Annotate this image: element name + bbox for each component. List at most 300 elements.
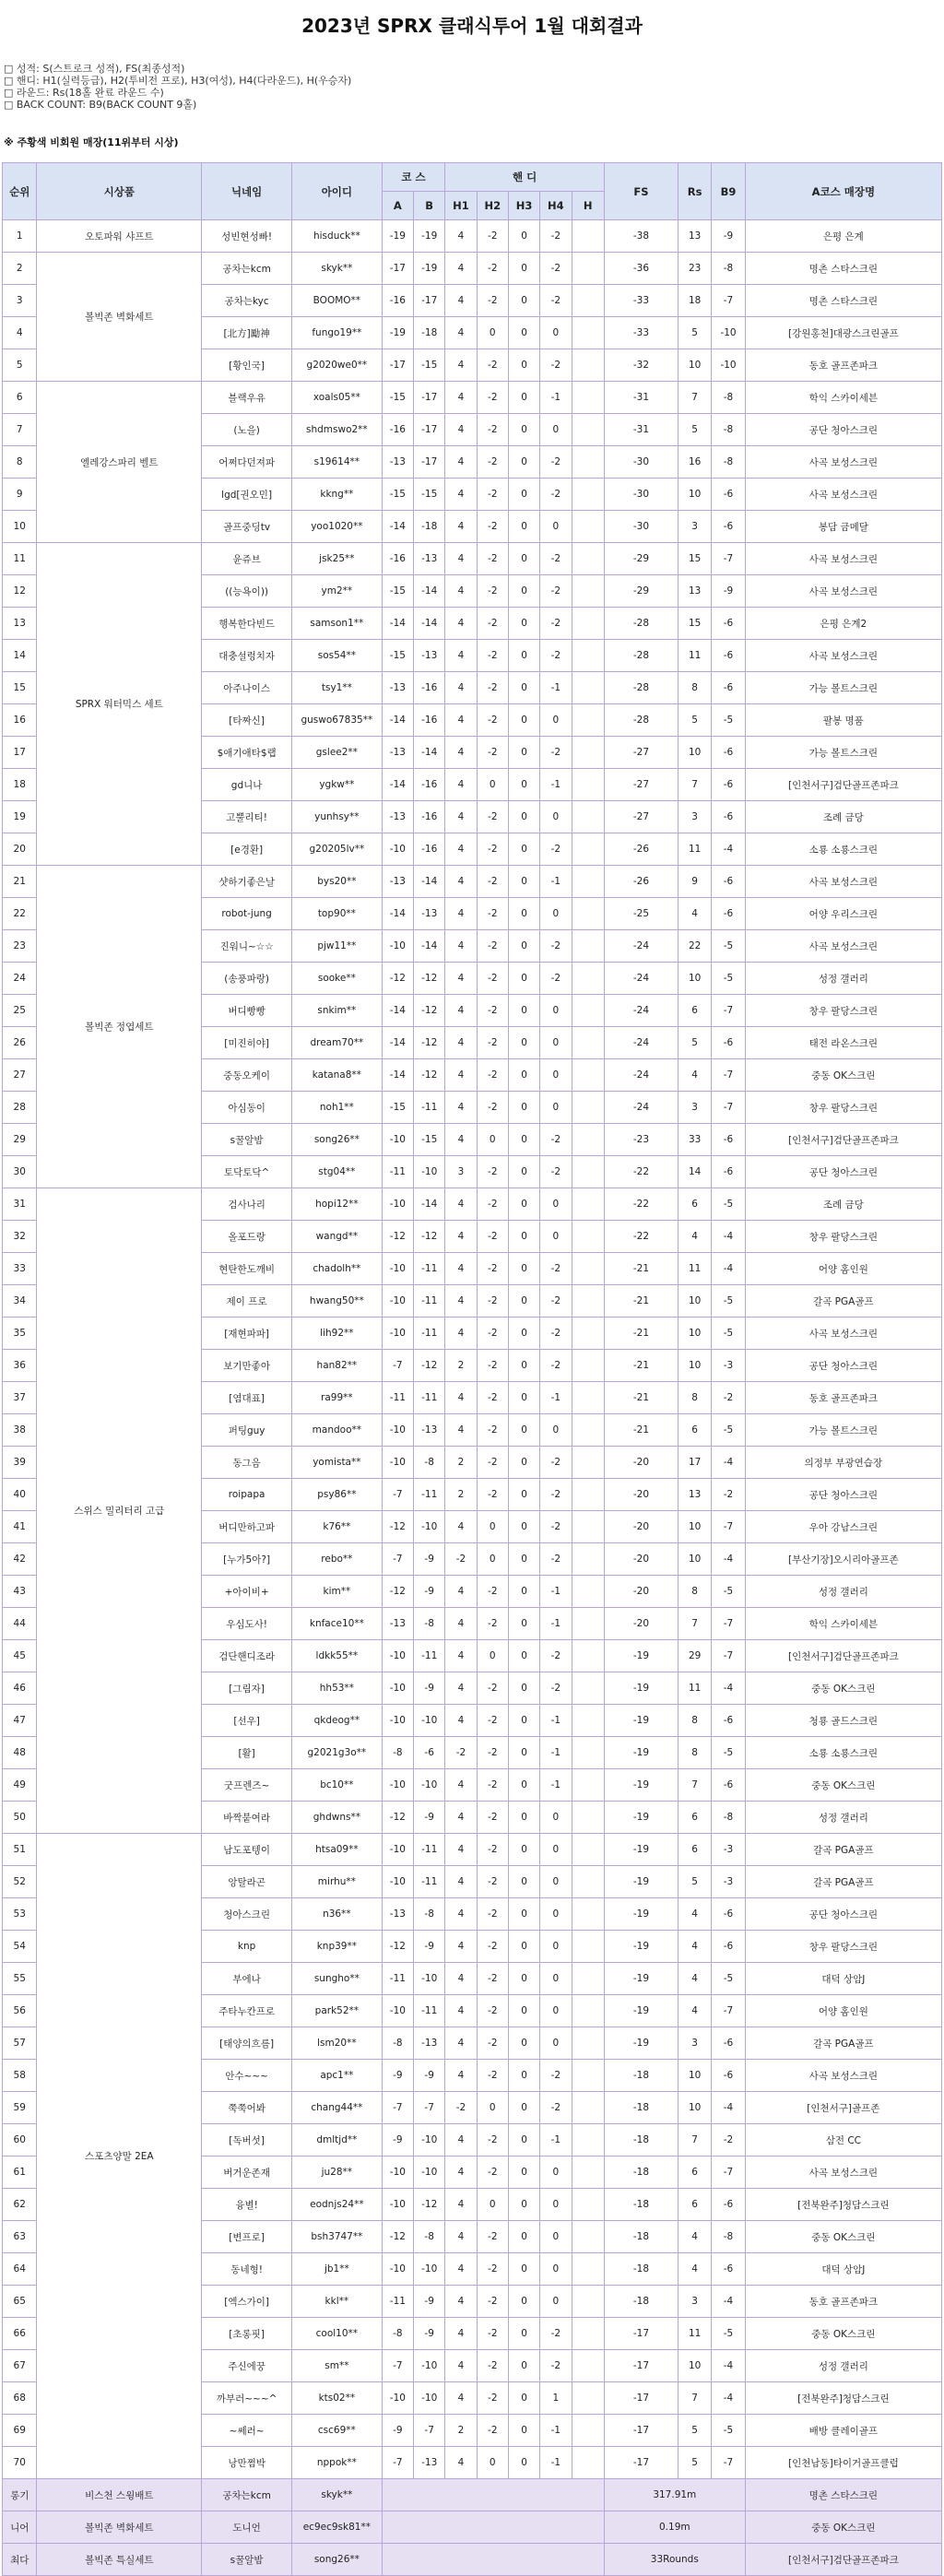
a-score-cell: -10 [382,1188,413,1221]
rs-cell: 10 [678,1318,711,1350]
id-cell: song26** [291,1124,382,1156]
nickname-cell: [타짜신] [202,704,292,737]
h1-cell: 4 [445,1866,477,1898]
fs-cell: -27 [604,737,678,769]
special-awards [3,2479,942,2576]
rs-cell: 10 [678,2060,711,2092]
h2-cell: -2 [477,640,508,672]
h4-cell: 0 [540,1059,572,1092]
fs-cell: -21 [604,1414,678,1447]
a-score-cell: -14 [382,995,413,1027]
rs-cell: 8 [678,1737,711,1769]
nickname-cell: 바짝붙여라 [202,1802,292,1834]
table-row [3,253,942,285]
nickname-cell: [엑스가이] [202,2286,292,2318]
header-handi: 핸 디 [445,163,605,192]
h-cell [572,1124,604,1156]
b9-cell: -8 [712,414,745,446]
h3-cell: 0 [508,1640,539,1672]
h1-cell: -2 [445,1737,477,1769]
h3-cell: 0 [508,898,539,930]
fs-cell: -28 [604,640,678,672]
fs-cell: -20 [604,1576,678,1608]
nickname-cell: 어쩌다던져파 [202,446,292,479]
h1-cell: 4 [445,2189,477,2221]
store-cell: 중동 OK스크린 [745,2221,941,2253]
fs-cell: -19 [604,1705,678,1737]
rank-cell: 4 [3,317,37,349]
a-score-cell: -9 [382,2060,413,2092]
rs-cell: 4 [678,2253,711,2286]
id-cell: knface10** [291,1608,382,1640]
h2-cell: 0 [477,2092,508,2124]
nickname-cell: 진워니~☆☆ [202,930,292,963]
a-score-cell: -14 [382,704,413,737]
h4-cell: -2 [540,349,572,382]
h-cell [572,414,604,446]
rank-cell: 17 [3,737,37,769]
rank-cell: 34 [3,1285,37,1318]
rs-cell: 10 [678,1543,711,1576]
rank-cell: 65 [3,2286,37,2318]
b-score-cell: -15 [414,349,445,382]
a-score-cell: -10 [382,2253,413,2286]
fs-cell: -17 [604,2318,678,2350]
store-cell: [전북완주]청담스크린 [745,2382,941,2415]
fs-cell: -29 [604,575,678,608]
special-id-cell: ec9ec9sk81** [291,2511,382,2544]
h1-cell: 4 [445,2157,477,2189]
b9-cell: -7 [712,285,745,317]
fs-cell: -22 [604,1156,678,1188]
h4-cell: -1 [540,1576,572,1608]
a-score-cell: -17 [382,349,413,382]
id-cell: hisduck** [291,220,382,253]
h4-cell: 0 [540,1188,572,1221]
store-cell: 조례 금당 [745,1188,941,1221]
h3-cell: 0 [508,2350,539,2382]
h4-cell: -2 [540,1285,572,1318]
fs-cell: -28 [604,608,678,640]
h4-cell: 0 [540,2189,572,2221]
nickname-cell: 앙탈라곤 [202,1866,292,1898]
store-cell: 성정 갤러리 [745,963,941,995]
nickname-cell: 버거운존재 [202,2157,292,2189]
a-score-cell: -10 [382,2189,413,2221]
b-score-cell: -17 [414,446,445,479]
a-score-cell: -13 [382,1608,413,1640]
nickname-cell: [누가5아?] [202,1543,292,1576]
store-cell: 공단 청아스크린 [745,1898,941,1931]
a-score-cell: -14 [382,769,413,801]
h1-cell: 4 [445,1221,477,1253]
h-cell [572,672,604,704]
h-cell [572,543,604,575]
header-course: 코 스 [382,163,445,192]
h-cell [572,995,604,1027]
fs-cell: -19 [604,1995,678,2027]
a-score-cell: -16 [382,414,413,446]
h-cell [572,1672,604,1705]
h2-cell: 0 [477,1543,508,1576]
b-score-cell: -19 [414,220,445,253]
rs-cell: 3 [678,2027,711,2060]
a-score-cell: -10 [382,1285,413,1318]
b-score-cell: -9 [414,1543,445,1576]
rank-cell: 33 [3,1253,37,1285]
b9-cell: -6 [712,1705,745,1737]
rank-cell: 58 [3,2060,37,2092]
header-fs: FS [604,163,678,220]
page-title: 2023년 SPRX 클래식투어 1월 대회결과 [301,15,643,37]
h3-cell: 0 [508,2124,539,2157]
rs-cell: 23 [678,253,711,285]
rs-cell: 10 [678,1511,711,1543]
a-score-cell: -13 [382,737,413,769]
h1-cell: 4 [445,575,477,608]
store-cell: 성정 갤러리 [745,1576,941,1608]
id-cell: csc69** [291,2415,382,2447]
h2-cell: -2 [477,575,508,608]
nickname-cell: 공차는kcm [202,253,292,285]
rank-cell: 63 [3,2221,37,2253]
h-cell [572,640,604,672]
rank-cell: 49 [3,1769,37,1802]
nickname-cell: 굿프렌즈~ [202,1769,292,1802]
rank-cell: 64 [3,2253,37,2286]
b9-cell: -8 [712,446,745,479]
h1-cell: 4 [445,769,477,801]
h4-cell: -2 [540,220,572,253]
b9-cell: -5 [712,2318,745,2350]
store-cell: 중동 OK스크린 [745,2318,941,2350]
nickname-cell: 골프중딩tv [202,511,292,543]
h1-cell: 4 [445,2447,477,2479]
h3-cell: 0 [508,930,539,963]
store-cell: 성정 갤러리 [745,2350,941,2382]
h2-cell: -2 [477,2221,508,2253]
h-cell [572,898,604,930]
store-cell: 창우 팔당스크린 [745,1931,941,1963]
h-cell [572,769,604,801]
h1-cell: 4 [445,2060,477,2092]
rs-cell: 6 [678,1834,711,1866]
rs-cell: 17 [678,1447,711,1479]
id-cell: katana8** [291,1059,382,1092]
h3-cell: 0 [508,608,539,640]
h2-cell: -2 [477,1802,508,1834]
id-cell: dream70** [291,1027,382,1059]
table-row [3,220,942,253]
h2-cell: -2 [477,414,508,446]
special-prize-cell: 비스천 스윙배트 [37,2479,202,2511]
fs-cell: -20 [604,1447,678,1479]
b-score-cell: -10 [414,1511,445,1543]
a-score-cell: -10 [382,1672,413,1705]
b-score-cell: -12 [414,1059,445,1092]
b9-cell: -2 [712,1479,745,1511]
rank-cell: 51 [3,1834,37,1866]
rank-cell: 38 [3,1414,37,1447]
nickname-cell: [활] [202,1737,292,1769]
h3-cell: 0 [508,1995,539,2027]
h-cell [572,1834,604,1866]
header-store: A코스 매장명 [745,163,941,220]
rank-cell: 40 [3,1479,37,1511]
store-cell: [인천남동]타이거골프클럽 [745,2447,941,2479]
nickname-cell: 주타누칸프로 [202,1995,292,2027]
rank-cell: 68 [3,2382,37,2415]
h3-cell: 0 [508,1479,539,1511]
h-cell [572,1447,604,1479]
h2-cell: -2 [477,1672,508,1705]
b9-cell: -5 [712,704,745,737]
h1-cell: 4 [445,1253,477,1285]
store-cell: 창우 팔당스크린 [745,1221,941,1253]
nickname-cell: 보기만좋아 [202,1350,292,1382]
h-cell [572,1705,604,1737]
h2-cell: -2 [477,963,508,995]
b9-cell: -8 [712,1802,745,1834]
h2-cell: -2 [477,1995,508,2027]
prize-group-cell: 볼빅존 정엽세트 [37,866,202,1188]
id-cell: top90** [291,898,382,930]
id-cell: xoals05** [291,382,382,414]
prize-group-cell: 스위스 밀리터리 고급 [37,1188,202,1834]
rs-cell: 6 [678,1188,711,1221]
h1-cell: 4 [445,1511,477,1543]
b9-cell: -7 [712,1511,745,1543]
h-cell [572,1737,604,1769]
h2-cell: 0 [477,317,508,349]
b-score-cell: -18 [414,511,445,543]
b-score-cell: -9 [414,1672,445,1705]
b9-cell: -6 [712,1769,745,1802]
b9-cell: -5 [712,963,745,995]
h2-cell: -2 [477,220,508,253]
id-cell: yunhsy** [291,801,382,833]
nickname-cell: [태양의흐름] [202,2027,292,2060]
b-score-cell: -13 [414,2027,445,2060]
id-cell: nppok** [291,2447,382,2479]
h3-cell: 0 [508,220,539,253]
rs-cell: 4 [678,1995,711,2027]
a-score-cell: -15 [382,479,413,511]
h1-cell: 4 [445,479,477,511]
rank-cell: 2 [3,253,37,285]
id-cell: lsm20** [291,2027,382,2060]
h2-cell: -2 [477,1318,508,1350]
rank-cell: 24 [3,963,37,995]
b9-cell: -5 [712,1188,745,1221]
id-cell: mandoo** [291,1414,382,1447]
h3-cell: 0 [508,1156,539,1188]
special-id-cell: song26** [291,2544,382,2576]
h1-cell: 2 [445,2415,477,2447]
h3-cell: 0 [508,1737,539,1769]
a-score-cell: -12 [382,1576,413,1608]
h4-cell: -2 [540,1447,572,1479]
special-id-cell: skyk** [291,2479,382,2511]
h3-cell: 0 [508,1866,539,1898]
h1-cell: 4 [445,1092,477,1124]
h1-cell: 4 [445,1285,477,1318]
store-cell: [전북완주]청담스크린 [745,2189,941,2221]
nickname-cell: [황인국] [202,349,292,382]
h-cell [572,1898,604,1931]
b-score-cell: -12 [414,2189,445,2221]
rank-cell: 26 [3,1027,37,1059]
b9-cell: -2 [712,2124,745,2157]
fs-cell: -20 [604,1608,678,1640]
fs-cell: -27 [604,801,678,833]
h1-cell: 4 [445,1963,477,1995]
h-cell [572,2318,604,2350]
h2-cell: -2 [477,1253,508,1285]
h-cell [572,2382,604,2415]
h-cell [572,1253,604,1285]
b-score-cell: -8 [414,1898,445,1931]
fs-cell: -21 [604,1318,678,1350]
fs-cell: -26 [604,833,678,866]
nickname-cell: +아이비+ [202,1576,292,1608]
b-score-cell: -9 [414,1576,445,1608]
h4-cell: -1 [540,382,572,414]
h-cell [572,1221,604,1253]
a-score-cell: -19 [382,317,413,349]
store-cell: 동호 골프존파크 [745,1382,941,1414]
h4-cell: -2 [540,446,572,479]
fs-cell: -21 [604,1285,678,1318]
special-category-cell: 니어 [3,2511,37,2544]
nickname-cell: 현탄한도깨비 [202,1253,292,1285]
id-cell: rebo** [291,1543,382,1576]
fs-cell: -30 [604,446,678,479]
rs-cell: 10 [678,2350,711,2382]
special-empty-cell [382,2544,604,2576]
h3-cell: 0 [508,1350,539,1382]
h-cell [572,1092,604,1124]
id-cell: hh53** [291,1672,382,1705]
b9-cell: -6 [712,479,745,511]
special-empty-cell [382,2511,604,2544]
special-prize-cell: 볼빅존 벽화세트 [37,2511,202,2544]
h4-cell: 0 [540,704,572,737]
special-value-cell: 0.19m [604,2511,745,2544]
nickname-cell: 토닥토닥^ [202,1156,292,1188]
rank-cell: 43 [3,1576,37,1608]
rank-cell: 55 [3,1963,37,1995]
h2-cell: -2 [477,2286,508,2318]
h-cell [572,1543,604,1576]
id-cell: snkim** [291,995,382,1027]
h4-cell: 0 [540,2221,572,2253]
h1-cell: 4 [445,253,477,285]
b9-cell: -6 [712,737,745,769]
b9-cell: -7 [712,1059,745,1092]
id-cell: kkl** [291,2286,382,2318]
h1-cell: 4 [445,382,477,414]
fs-cell: -18 [604,2157,678,2189]
special-empty-cell [382,2479,604,2511]
h3-cell: 0 [508,1027,539,1059]
store-cell: 사곡 보성스크린 [745,2060,941,2092]
b9-cell: -10 [712,317,745,349]
a-score-cell: -12 [382,1511,413,1543]
nickname-cell: [北方]勵神 [202,317,292,349]
rank-cell: 13 [3,608,37,640]
h3-cell: 0 [508,414,539,446]
h1-cell: 4 [445,963,477,995]
fs-cell: -23 [604,1124,678,1156]
h-cell [572,1318,604,1350]
b9-cell: -7 [712,1995,745,2027]
h3-cell: 0 [508,1608,539,1640]
b9-cell: -8 [712,382,745,414]
rank-cell: 29 [3,1124,37,1156]
b9-cell: -6 [712,769,745,801]
h1-cell: 4 [445,511,477,543]
h3-cell: 0 [508,704,539,737]
store-cell: 창우 팔당스크린 [745,995,941,1027]
b9-cell: -4 [712,2382,745,2415]
fs-cell: -33 [604,285,678,317]
b9-cell: -7 [712,1608,745,1640]
a-score-cell: -9 [382,2124,413,2157]
h4-cell: 0 [540,1834,572,1866]
b9-cell: -2 [712,1382,745,1414]
nickname-cell: [변프로] [202,2221,292,2253]
h3-cell: 0 [508,543,539,575]
h-cell [572,285,604,317]
store-cell: 어양 홈인원 [745,1995,941,2027]
h4-cell: -1 [540,1737,572,1769]
fs-cell: -25 [604,898,678,930]
h1-cell: 4 [445,1898,477,1931]
store-cell: [부산기장]오시리아골프존 [745,1543,941,1576]
h4-cell: -2 [540,1318,572,1350]
h3-cell: 0 [508,2189,539,2221]
a-score-cell: -10 [382,2157,413,2189]
h-cell [572,801,604,833]
h1-cell: 4 [445,1188,477,1221]
h2-cell: -2 [477,930,508,963]
h-cell [572,382,604,414]
nickname-cell: ~쎄러~ [202,2415,292,2447]
h2-cell: -2 [477,1866,508,1898]
rs-cell: 6 [678,1414,711,1447]
a-score-cell: -19 [382,220,413,253]
rs-cell: 18 [678,285,711,317]
h4-cell: 0 [540,1963,572,1995]
h-cell [572,1511,604,1543]
h-cell [572,1608,604,1640]
a-score-cell: -7 [382,2350,413,2382]
header-b: B [414,192,445,220]
h3-cell: 0 [508,1318,539,1350]
special-value-cell: 317.91m [604,2479,745,2511]
h3-cell: 0 [508,1092,539,1124]
rank-cell: 7 [3,414,37,446]
h4-cell: 0 [540,2157,572,2189]
b9-cell: -6 [712,898,745,930]
nickname-cell: 동그음 [202,1447,292,1479]
nickname-cell: knp [202,1931,292,1963]
rank-cell: 54 [3,1931,37,1963]
special-value-cell: 33Rounds [604,2544,745,2576]
h-cell [572,2221,604,2253]
special-nickname-cell: 공차는kcm [202,2479,292,2511]
